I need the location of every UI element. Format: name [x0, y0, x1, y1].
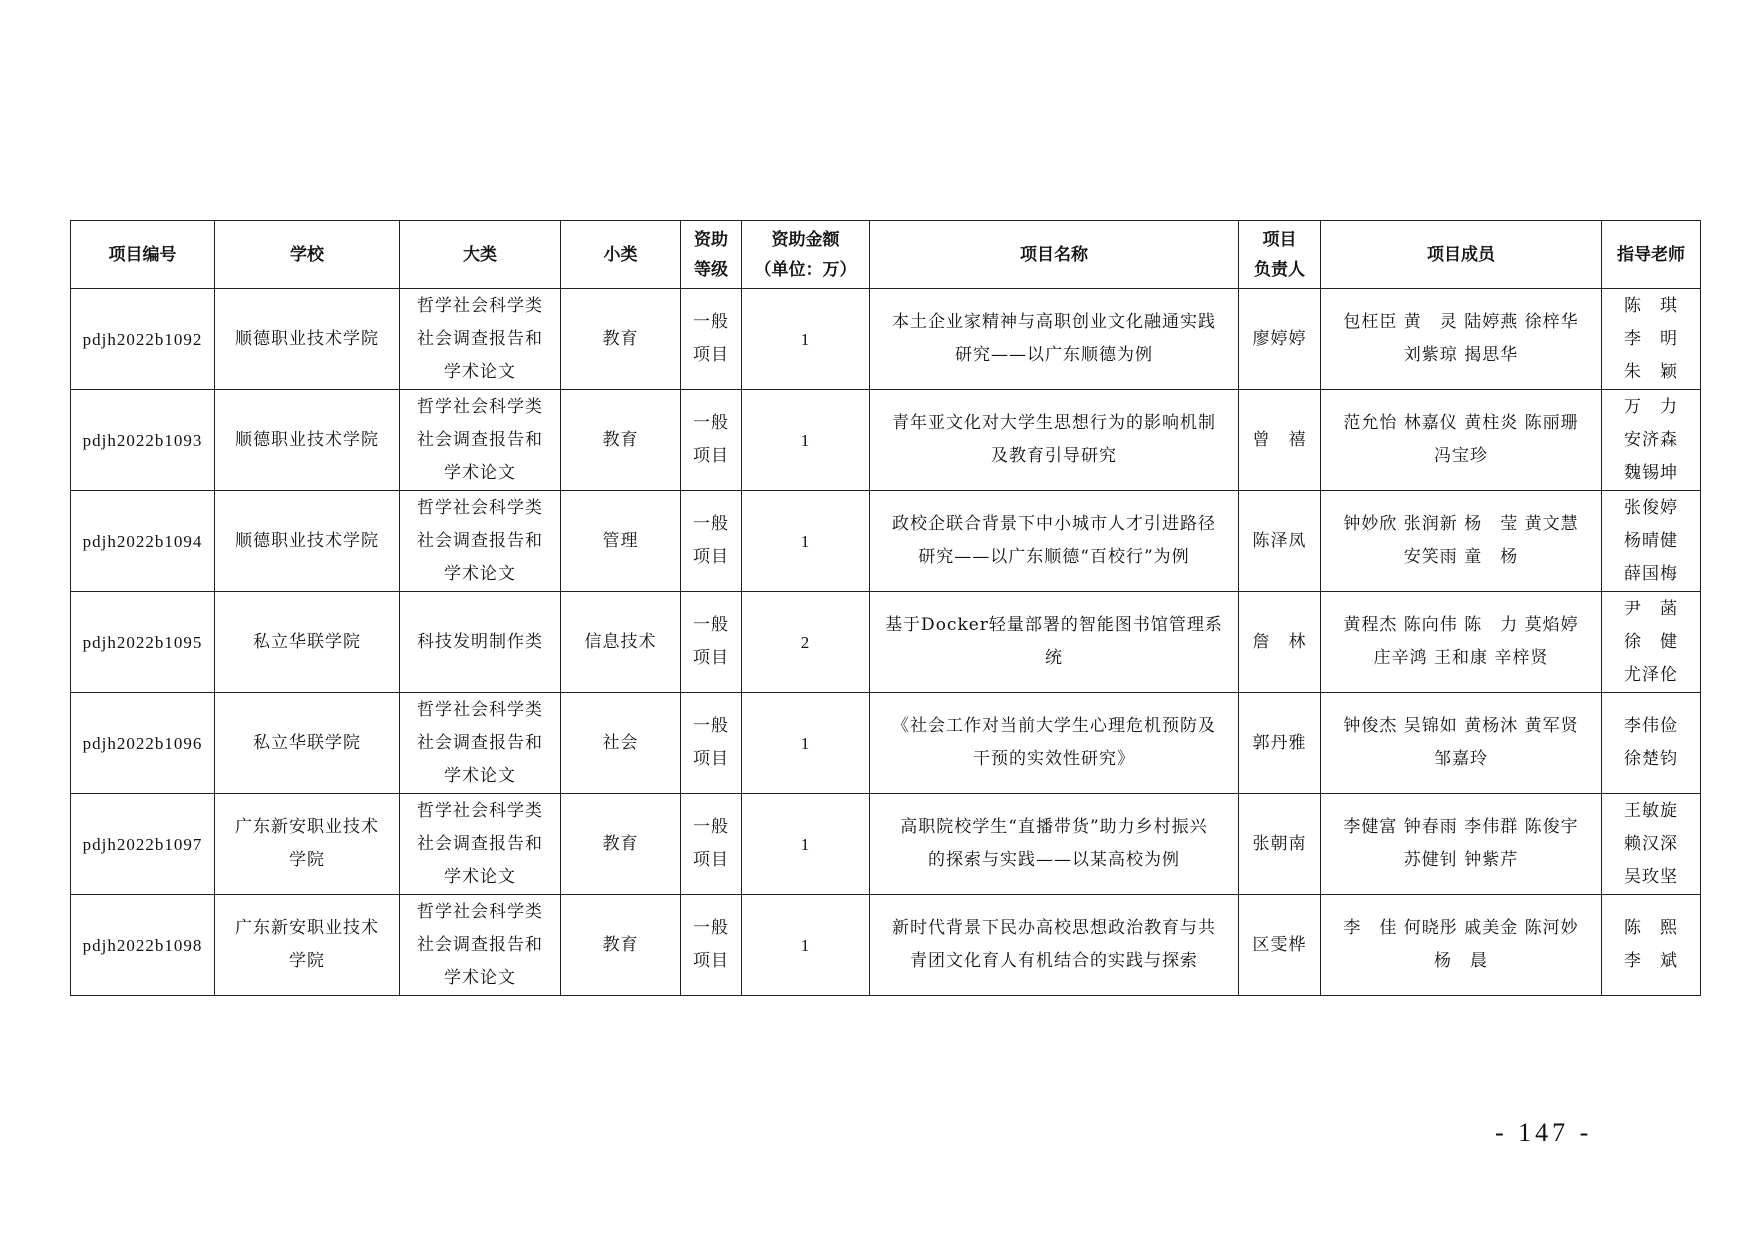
page-number: - 147 - — [1495, 1118, 1593, 1147]
cell-project-members — [1321, 794, 1602, 895]
header-leader: 项目 负责人 — [1239, 221, 1321, 289]
table-row — [71, 693, 1701, 794]
cell-advisors — [1602, 390, 1701, 491]
cell-subcategory: 社会 — [561, 693, 681, 794]
cell-advisors-line: 薛国梅 — [1624, 563, 1678, 584]
cell-funding-level-line: 一般 — [693, 918, 729, 938]
cell-project-members-line: 刘紫琼 揭思华 — [1403, 345, 1519, 365]
header-members: 项目成员 — [1321, 221, 1602, 289]
cell-advisors-line: 万 力 — [1624, 396, 1678, 417]
cell-funding-amount: 1 — [742, 693, 870, 794]
cell-school-line: 广东新安职业技术 — [235, 918, 379, 938]
cell-project-title-line: 的探索与实践——以某高校为例 — [928, 850, 1180, 870]
cell-project-title-line: 干预的实效性研究》 — [973, 749, 1135, 769]
cell-project-title — [870, 491, 1239, 592]
cell-subcategory: 教育 — [561, 289, 681, 390]
cell-funding-level — [681, 693, 742, 794]
cell-advisors-line: 李 斌 — [1624, 951, 1678, 971]
cell-category-line: 学术论文 — [444, 866, 516, 887]
table-row — [71, 794, 1701, 895]
cell-category-line: 社会调查报告和 — [417, 732, 543, 753]
cell-funding-amount: 1 — [742, 289, 870, 390]
cell-project-title — [870, 390, 1239, 491]
project-list-sheet — [70, 220, 1700, 996]
cell-funding-level-line: 一般 — [693, 413, 729, 433]
cell-project-title-line: 高职院校学生“直播带货”助力乡村振兴 — [900, 817, 1208, 837]
header-row — [71, 221, 1701, 289]
cell-project-leader: 詹 林 — [1239, 592, 1321, 693]
cell-funding-level-line: 一般 — [693, 716, 729, 736]
cell-project-title-line: 及教育引导研究 — [991, 446, 1117, 466]
cell-project-leader: 张朝南 — [1239, 794, 1321, 895]
cell-project-members — [1321, 491, 1602, 592]
cell-category-line: 哲学社会科学类 — [417, 699, 543, 720]
cell-subcategory: 教育 — [561, 794, 681, 895]
cell-funding-amount: 2 — [742, 592, 870, 693]
cell-project-members-line: 冯宝珍 — [1434, 446, 1488, 466]
table-row — [71, 592, 1701, 693]
cell-project-title-line: 研究——以广东顺德“百校行”为例 — [918, 547, 1190, 567]
cell-project-title-line: 基于Docker轻量部署的智能图书馆管理系 — [885, 615, 1223, 635]
cell-advisors-line: 徐 健 — [1624, 631, 1678, 652]
cell-funding-level-line: 一般 — [693, 514, 729, 534]
cell-project-code: pdjh2022b1094 — [71, 491, 215, 592]
cell-school-line: 学院 — [289, 850, 325, 870]
cell-category-line: 社会调查报告和 — [417, 530, 543, 551]
cell-funding-amount: 1 — [742, 794, 870, 895]
cell-school — [215, 895, 400, 996]
cell-school-line: 顺德职业技术学院 — [235, 328, 379, 349]
cell-funding-level-line: 项目 — [693, 749, 729, 769]
cell-funding-level — [681, 491, 742, 592]
cell-project-title — [870, 289, 1239, 390]
cell-school — [215, 693, 400, 794]
cell-advisors-line: 李伟俭 — [1624, 716, 1678, 736]
cell-project-members-line: 杨 晨 — [1434, 951, 1488, 971]
cell-funding-amount: 1 — [742, 390, 870, 491]
cell-funding-level-line: 项目 — [693, 951, 729, 971]
header-advisors: 指导老师 — [1602, 221, 1701, 289]
cell-project-members-line: 安笑雨 童 杨 — [1403, 547, 1519, 567]
cell-project-title — [870, 794, 1239, 895]
cell-category-line: 学术论文 — [444, 462, 516, 483]
cell-project-members-line: 邹嘉玲 — [1434, 749, 1488, 769]
cell-project-code: pdjh2022b1096 — [71, 693, 215, 794]
cell-advisors-line: 魏锡坤 — [1624, 462, 1678, 483]
cell-category-line: 社会调查报告和 — [417, 833, 543, 854]
cell-funding-amount: 1 — [742, 895, 870, 996]
cell-category-line: 社会调查报告和 — [417, 328, 543, 349]
cell-advisors — [1602, 693, 1701, 794]
cell-funding-amount: 1 — [742, 491, 870, 592]
header-subcategory: 小类 — [561, 221, 681, 289]
cell-advisors — [1602, 895, 1701, 996]
cell-project-members — [1321, 693, 1602, 794]
cell-category-line: 学术论文 — [444, 563, 516, 584]
cell-advisors-line: 赖汉深 — [1624, 833, 1678, 854]
cell-funding-level-line: 项目 — [693, 648, 729, 668]
cell-project-members-line: 钟妙欣 张润新 杨 莹 黄文慧 — [1343, 514, 1579, 534]
cell-advisors-line: 安济森 — [1624, 429, 1678, 450]
cell-project-title-line: 《社会工作对当前大学生心理危机预防及 — [892, 716, 1216, 736]
cell-project-code: pdjh2022b1095 — [71, 592, 215, 693]
cell-category — [400, 592, 561, 693]
cell-category — [400, 390, 561, 491]
cell-funding-level-line: 一般 — [693, 312, 729, 332]
cell-project-leader: 郭丹雅 — [1239, 693, 1321, 794]
cell-project-members-line: 李 佳 何晓彤 戚美金 陈河妙 — [1343, 918, 1579, 938]
cell-school — [215, 390, 400, 491]
cell-project-leader: 陈泽凤 — [1239, 491, 1321, 592]
header-school: 学校 — [215, 221, 400, 289]
cell-funding-level — [681, 390, 742, 491]
cell-project-code: pdjh2022b1093 — [71, 390, 215, 491]
cell-project-code: pdjh2022b1092 — [71, 289, 215, 390]
cell-category-line: 哲学社会科学类 — [417, 396, 543, 417]
cell-advisors-line: 杨晴健 — [1624, 530, 1678, 551]
cell-category-line: 社会调查报告和 — [417, 429, 543, 450]
cell-project-title-line: 本土企业家精神与高职创业文化融通实践 — [892, 312, 1216, 332]
cell-advisors-line: 陈 熙 — [1624, 918, 1678, 938]
cell-project-leader: 区雯桦 — [1239, 895, 1321, 996]
cell-school-line: 顺德职业技术学院 — [235, 429, 379, 450]
cell-category-line: 哲学社会科学类 — [417, 800, 543, 821]
cell-project-members — [1321, 289, 1602, 390]
cell-funding-level-line: 一般 — [693, 615, 729, 635]
cell-category — [400, 289, 561, 390]
cell-subcategory: 教育 — [561, 390, 681, 491]
cell-project-leader: 廖婷婷 — [1239, 289, 1321, 390]
cell-project-members-line: 庄辛鸿 王和康 辛梓贤 — [1373, 648, 1549, 668]
table-row — [71, 491, 1701, 592]
cell-project-members-line: 范允怡 林嘉仪 黄柱炎 陈丽珊 — [1343, 413, 1579, 433]
cell-school-line: 学院 — [289, 951, 325, 971]
cell-funding-level-line: 项目 — [693, 345, 729, 365]
header-level: 资助 等级 — [681, 221, 742, 289]
table-body — [71, 289, 1701, 996]
cell-subcategory: 信息技术 — [561, 592, 681, 693]
cell-funding-level — [681, 895, 742, 996]
cell-project-code: pdjh2022b1097 — [71, 794, 215, 895]
cell-project-members-line: 李健富 钟春雨 李伟群 陈俊宇 — [1343, 817, 1579, 837]
project-table — [70, 220, 1701, 996]
cell-funding-level — [681, 289, 742, 390]
cell-project-title-line: 青团文化育人有机结合的实践与探索 — [910, 951, 1198, 971]
cell-project-members — [1321, 390, 1602, 491]
cell-project-members-line: 黄程杰 陈向伟 陈 力 莫焰婷 — [1343, 615, 1579, 635]
cell-school — [215, 592, 400, 693]
cell-subcategory: 教育 — [561, 895, 681, 996]
cell-advisors-line: 陈 琪 — [1624, 295, 1678, 316]
cell-project-members — [1321, 592, 1602, 693]
cell-category-line: 哲学社会科学类 — [417, 901, 543, 922]
cell-project-title-line: 青年亚文化对大学生思想行为的影响机制 — [892, 413, 1216, 433]
cell-project-title — [870, 895, 1239, 996]
cell-project-members-line: 钟俊杰 吴锦如 黄杨沐 黄军贤 — [1343, 716, 1579, 736]
cell-category — [400, 895, 561, 996]
cell-advisors-line: 吴玫坚 — [1624, 866, 1678, 887]
cell-funding-level-line: 项目 — [693, 547, 729, 567]
cell-category-line: 学术论文 — [444, 967, 516, 988]
cell-school — [215, 794, 400, 895]
cell-funding-level — [681, 592, 742, 693]
cell-funding-level-line: 一般 — [693, 817, 729, 837]
cell-school-line: 广东新安职业技术 — [235, 817, 379, 837]
cell-funding-level-line: 项目 — [693, 446, 729, 466]
cell-project-leader: 曾 禧 — [1239, 390, 1321, 491]
cell-project-members-line: 包枉臣 黄 灵 陆婷燕 徐梓华 — [1343, 312, 1579, 332]
cell-project-code: pdjh2022b1098 — [71, 895, 215, 996]
cell-project-members-line: 苏健钊 钟紫芹 — [1403, 850, 1519, 870]
cell-school-line: 私立华联学院 — [253, 631, 361, 652]
cell-school — [215, 289, 400, 390]
cell-project-members — [1321, 895, 1602, 996]
cell-school — [215, 491, 400, 592]
cell-advisors-line: 王敏旋 — [1624, 800, 1678, 821]
cell-project-title — [870, 592, 1239, 693]
cell-school-line: 顺德职业技术学院 — [235, 530, 379, 551]
cell-project-title-line: 政校企联合背景下中小城市人才引进路径 — [892, 514, 1216, 534]
cell-category-line: 社会调查报告和 — [417, 934, 543, 955]
cell-project-title-line: 研究——以广东顺德为例 — [955, 345, 1153, 365]
cell-category — [400, 794, 561, 895]
cell-project-title-line: 新时代背景下民办高校思想政治教育与共 — [892, 918, 1216, 938]
cell-advisors-line: 尹 菡 — [1624, 598, 1678, 619]
header-category: 大类 — [400, 221, 561, 289]
cell-advisors-line: 徐楚钧 — [1624, 749, 1678, 769]
cell-funding-level-line: 项目 — [693, 850, 729, 870]
cell-category-line: 哲学社会科学类 — [417, 497, 543, 518]
cell-advisors-line: 张俊婷 — [1624, 497, 1678, 518]
cell-advisors — [1602, 289, 1701, 390]
table-row — [71, 289, 1701, 390]
cell-advisors — [1602, 592, 1701, 693]
cell-category-line: 学术论文 — [444, 361, 516, 382]
table-row — [71, 390, 1701, 491]
cell-funding-level — [681, 794, 742, 895]
cell-project-title — [870, 693, 1239, 794]
cell-category — [400, 693, 561, 794]
cell-advisors-line: 朱 颖 — [1624, 361, 1678, 382]
cell-category — [400, 491, 561, 592]
table-row — [71, 895, 1701, 996]
cell-advisors — [1602, 491, 1701, 592]
cell-subcategory: 管理 — [561, 491, 681, 592]
cell-advisors-line: 李 明 — [1624, 328, 1678, 349]
cell-project-title-line: 统 — [1045, 648, 1063, 668]
cell-category-line: 科技发明制作类 — [417, 631, 543, 652]
header-title: 项目名称 — [870, 221, 1239, 289]
header-amount: 资助金额 （单位：万） — [742, 221, 870, 289]
cell-category-line: 哲学社会科学类 — [417, 295, 543, 316]
cell-advisors — [1602, 794, 1701, 895]
cell-school-line: 私立华联学院 — [253, 732, 361, 753]
cell-advisors-line: 尤泽伦 — [1624, 664, 1678, 685]
header-code: 项目编号 — [71, 221, 215, 289]
cell-category-line: 学术论文 — [444, 765, 516, 786]
